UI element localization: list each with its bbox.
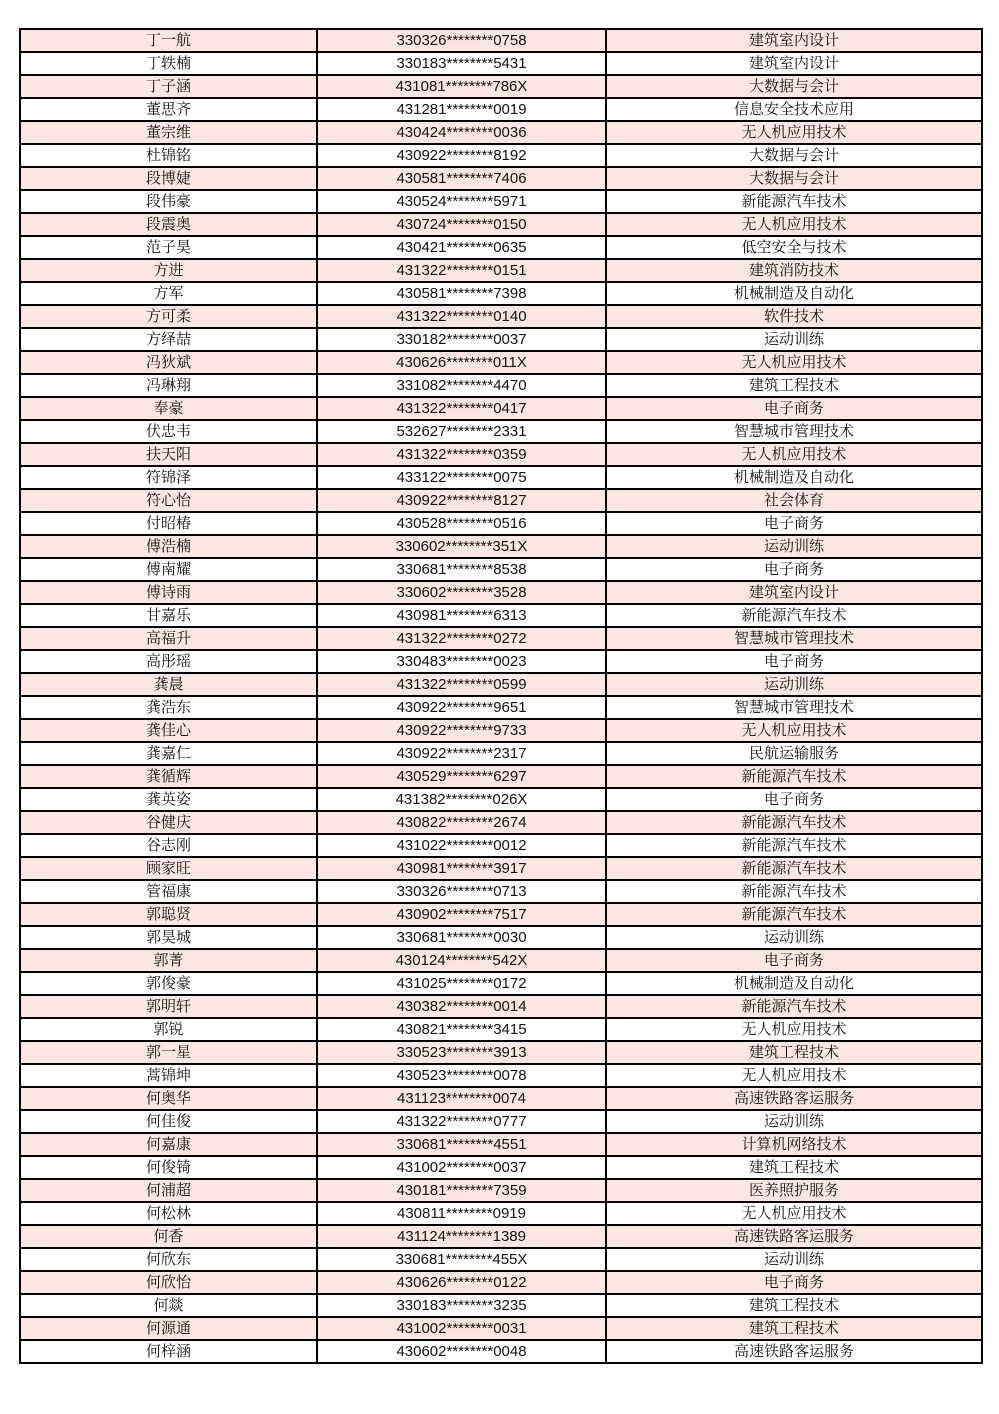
major-cell: 新能源汽车技术	[606, 604, 982, 627]
major-cell: 新能源汽车技术	[606, 857, 982, 880]
table-row	[20, 121, 982, 144]
id-cell: 430981********6313	[317, 604, 606, 627]
name-cell: 龚佳心	[20, 719, 317, 742]
name-cell: 何香	[20, 1225, 317, 1248]
table-row	[20, 374, 982, 397]
major-cell: 电子商务	[606, 512, 982, 535]
major-cell: 建筑工程技术	[606, 1041, 982, 1064]
table-row	[20, 282, 982, 305]
table-row	[20, 742, 982, 765]
table-row	[20, 1179, 982, 1202]
table-row	[20, 857, 982, 880]
name-cell: 方绎喆	[20, 328, 317, 351]
name-cell: 何燚	[20, 1294, 317, 1317]
major-cell: 建筑工程技术	[606, 374, 982, 397]
name-cell: 何浦超	[20, 1179, 317, 1202]
major-cell: 计算机网络技术	[606, 1133, 982, 1156]
major-cell: 社会体育	[606, 489, 982, 512]
id-cell: 431322********0272	[317, 627, 606, 650]
major-cell: 高速铁路客运服务	[606, 1087, 982, 1110]
table-row	[20, 1156, 982, 1179]
table-row	[20, 1087, 982, 1110]
student-list-table	[19, 28, 983, 1364]
id-cell: 431022********0012	[317, 834, 606, 857]
id-cell: 330602********351X	[317, 535, 606, 558]
table-row	[20, 765, 982, 788]
id-cell: 330183********5431	[317, 52, 606, 75]
major-cell: 高速铁路客运服务	[606, 1340, 982, 1363]
id-cell: 431322********0151	[317, 259, 606, 282]
table-row	[20, 1340, 982, 1363]
table-row	[20, 1294, 982, 1317]
id-cell: 330681********4551	[317, 1133, 606, 1156]
major-cell: 民航运输服务	[606, 742, 982, 765]
name-cell: 段震奥	[20, 213, 317, 236]
id-cell: 431382********026X	[317, 788, 606, 811]
table-row	[20, 144, 982, 167]
id-cell: 431025********0172	[317, 972, 606, 995]
id-cell: 430922********8127	[317, 489, 606, 512]
id-cell: 431002********0037	[317, 1156, 606, 1179]
table-row	[20, 903, 982, 926]
name-cell: 甘嘉乐	[20, 604, 317, 627]
id-cell: 430421********0635	[317, 236, 606, 259]
name-cell: 郭一星	[20, 1041, 317, 1064]
major-cell: 建筑室内设计	[606, 29, 982, 52]
table-row	[20, 351, 982, 374]
name-cell: 方进	[20, 259, 317, 282]
id-cell: 430822********2674	[317, 811, 606, 834]
student-table-body	[20, 29, 982, 1363]
id-cell: 430902********7517	[317, 903, 606, 926]
id-cell: 430581********7406	[317, 167, 606, 190]
name-cell: 符锦泽	[20, 466, 317, 489]
table-row	[20, 1317, 982, 1340]
id-cell: 430181********7359	[317, 1179, 606, 1202]
id-cell: 430724********0150	[317, 213, 606, 236]
id-cell: 430581********7398	[317, 282, 606, 305]
table-row	[20, 627, 982, 650]
major-cell: 电子商务	[606, 788, 982, 811]
name-cell: 傅浩楠	[20, 535, 317, 558]
id-cell: 330326********0713	[317, 880, 606, 903]
name-cell: 高福升	[20, 627, 317, 650]
major-cell: 智慧城市管理技术	[606, 696, 982, 719]
id-cell: 330183********3235	[317, 1294, 606, 1317]
major-cell: 建筑消防技术	[606, 259, 982, 282]
major-cell: 无人机应用技术	[606, 121, 982, 144]
table-row	[20, 190, 982, 213]
name-cell: 龚晨	[20, 673, 317, 696]
table-row	[20, 259, 982, 282]
name-cell: 顾家旺	[20, 857, 317, 880]
major-cell: 无人机应用技术	[606, 443, 982, 466]
table-row	[20, 1225, 982, 1248]
table-row	[20, 673, 982, 696]
major-cell: 运动训练	[606, 535, 982, 558]
major-cell: 无人机应用技术	[606, 213, 982, 236]
table-row	[20, 1248, 982, 1271]
major-cell: 新能源汽车技术	[606, 834, 982, 857]
table-row	[20, 1064, 982, 1087]
name-cell: 郭明轩	[20, 995, 317, 1018]
id-cell: 431124********1389	[317, 1225, 606, 1248]
major-cell: 无人机应用技术	[606, 1064, 982, 1087]
name-cell: 董宗维	[20, 121, 317, 144]
id-cell: 430922********9651	[317, 696, 606, 719]
major-cell: 医养照护服务	[606, 1179, 982, 1202]
table-row	[20, 696, 982, 719]
major-cell: 建筑工程技术	[606, 1156, 982, 1179]
name-cell: 伏忠韦	[20, 420, 317, 443]
table-row	[20, 926, 982, 949]
name-cell: 郭聪贤	[20, 903, 317, 926]
major-cell: 电子商务	[606, 650, 982, 673]
major-cell: 新能源汽车技术	[606, 903, 982, 926]
name-cell: 付昭椿	[20, 512, 317, 535]
id-cell: 330483********0023	[317, 650, 606, 673]
id-cell: 430529********6297	[317, 765, 606, 788]
id-cell: 430424********0036	[317, 121, 606, 144]
major-cell: 信息安全技术应用	[606, 98, 982, 121]
major-cell: 无人机应用技术	[606, 351, 982, 374]
id-cell: 330523********3913	[317, 1041, 606, 1064]
id-cell: 331082********4470	[317, 374, 606, 397]
name-cell: 何俊锜	[20, 1156, 317, 1179]
table-row	[20, 213, 982, 236]
name-cell: 郭昊城	[20, 926, 317, 949]
major-cell: 大数据与会计	[606, 167, 982, 190]
id-cell: 430922********8192	[317, 144, 606, 167]
table-row	[20, 535, 982, 558]
table-row	[20, 98, 982, 121]
id-cell: 433122********0075	[317, 466, 606, 489]
name-cell: 符心怡	[20, 489, 317, 512]
name-cell: 杜锦铭	[20, 144, 317, 167]
name-cell: 傅南耀	[20, 558, 317, 581]
id-cell: 430922********2317	[317, 742, 606, 765]
major-cell: 新能源汽车技术	[606, 765, 982, 788]
name-cell: 何源通	[20, 1317, 317, 1340]
name-cell: 何松林	[20, 1202, 317, 1225]
name-cell: 龚循辉	[20, 765, 317, 788]
name-cell: 郭俊豪	[20, 972, 317, 995]
id-cell: 430821********3415	[317, 1018, 606, 1041]
major-cell: 新能源汽车技术	[606, 880, 982, 903]
table-row	[20, 880, 982, 903]
table-row	[20, 489, 982, 512]
major-cell: 新能源汽车技术	[606, 811, 982, 834]
major-cell: 电子商务	[606, 1271, 982, 1294]
table-row	[20, 1271, 982, 1294]
name-cell: 何佳俊	[20, 1110, 317, 1133]
name-cell: 何欣怡	[20, 1271, 317, 1294]
id-cell: 430811********0919	[317, 1202, 606, 1225]
id-cell: 431281********0019	[317, 98, 606, 121]
id-cell: 430981********3917	[317, 857, 606, 880]
major-cell: 高速铁路客运服务	[606, 1225, 982, 1248]
name-cell: 段伟豪	[20, 190, 317, 213]
major-cell: 电子商务	[606, 558, 982, 581]
name-cell: 何欣东	[20, 1248, 317, 1271]
major-cell: 机械制造及自动化	[606, 282, 982, 305]
major-cell: 新能源汽车技术	[606, 190, 982, 213]
name-cell: 何奥华	[20, 1087, 317, 1110]
table-row	[20, 972, 982, 995]
name-cell: 丁子涵	[20, 75, 317, 98]
name-cell: 谷健庆	[20, 811, 317, 834]
major-cell: 软件技术	[606, 305, 982, 328]
name-cell: 郭菁	[20, 949, 317, 972]
id-cell: 330681********8538	[317, 558, 606, 581]
table-row	[20, 558, 982, 581]
major-cell: 大数据与会计	[606, 144, 982, 167]
major-cell: 机械制造及自动化	[606, 972, 982, 995]
id-cell: 431123********0074	[317, 1087, 606, 1110]
id-cell: 430922********9733	[317, 719, 606, 742]
table-row	[20, 834, 982, 857]
major-cell: 电子商务	[606, 949, 982, 972]
major-cell: 机械制造及自动化	[606, 466, 982, 489]
id-cell: 430523********0078	[317, 1064, 606, 1087]
table-row	[20, 1110, 982, 1133]
table-row	[20, 788, 982, 811]
major-cell: 无人机应用技术	[606, 1018, 982, 1041]
id-cell: 330681********0030	[317, 926, 606, 949]
major-cell: 无人机应用技术	[606, 1202, 982, 1225]
table-row	[20, 29, 982, 52]
name-cell: 何嘉康	[20, 1133, 317, 1156]
major-cell: 运动训练	[606, 926, 982, 949]
table-row	[20, 604, 982, 627]
name-cell: 蒿锦坤	[20, 1064, 317, 1087]
major-cell: 建筑室内设计	[606, 52, 982, 75]
table-row	[20, 995, 982, 1018]
major-cell: 无人机应用技术	[606, 719, 982, 742]
table-row	[20, 1018, 982, 1041]
name-cell: 方可柔	[20, 305, 317, 328]
name-cell: 冯狄斌	[20, 351, 317, 374]
table-row	[20, 466, 982, 489]
table-row	[20, 328, 982, 351]
name-cell: 丁一航	[20, 29, 317, 52]
id-cell: 431081********786X	[317, 75, 606, 98]
id-cell: 330681********455X	[317, 1248, 606, 1271]
major-cell: 智慧城市管理技术	[606, 627, 982, 650]
id-cell: 430602********0048	[317, 1340, 606, 1363]
name-cell: 高彤瑶	[20, 650, 317, 673]
table-row	[20, 397, 982, 420]
id-cell: 430626********011X	[317, 351, 606, 374]
name-cell: 管福康	[20, 880, 317, 903]
id-cell: 430124********542X	[317, 949, 606, 972]
major-cell: 电子商务	[606, 397, 982, 420]
name-cell: 何梓涵	[20, 1340, 317, 1363]
table-row	[20, 719, 982, 742]
name-cell: 谷志刚	[20, 834, 317, 857]
table-row	[20, 811, 982, 834]
id-cell: 532627********2331	[317, 420, 606, 443]
id-cell: 430528********0516	[317, 512, 606, 535]
name-cell: 龚浩东	[20, 696, 317, 719]
name-cell: 方军	[20, 282, 317, 305]
major-cell: 低空安全与技术	[606, 236, 982, 259]
table-row	[20, 949, 982, 972]
table-row	[20, 581, 982, 604]
name-cell: 丁轶楠	[20, 52, 317, 75]
table-row	[20, 650, 982, 673]
table-row	[20, 1202, 982, 1225]
table-row	[20, 52, 982, 75]
name-cell: 扶天阳	[20, 443, 317, 466]
major-cell: 运动训练	[606, 1110, 982, 1133]
table-row	[20, 305, 982, 328]
name-cell: 郭锐	[20, 1018, 317, 1041]
table-row	[20, 420, 982, 443]
major-cell: 建筑工程技术	[606, 1294, 982, 1317]
name-cell: 范子昊	[20, 236, 317, 259]
name-cell: 段博婕	[20, 167, 317, 190]
id-cell: 330602********3528	[317, 581, 606, 604]
id-cell: 431322********0417	[317, 397, 606, 420]
name-cell: 奉豪	[20, 397, 317, 420]
table-row	[20, 167, 982, 190]
table-row	[20, 1041, 982, 1064]
major-cell: 运动训练	[606, 1248, 982, 1271]
major-cell: 新能源汽车技术	[606, 995, 982, 1018]
major-cell: 建筑工程技术	[606, 1317, 982, 1340]
name-cell: 龚英姿	[20, 788, 317, 811]
major-cell: 运动训练	[606, 673, 982, 696]
table-row	[20, 1133, 982, 1156]
id-cell: 330182********0037	[317, 328, 606, 351]
name-cell: 傅诗雨	[20, 581, 317, 604]
name-cell: 冯琳翔	[20, 374, 317, 397]
id-cell: 430626********0122	[317, 1271, 606, 1294]
table-row	[20, 75, 982, 98]
id-cell: 431322********0359	[317, 443, 606, 466]
id-cell: 430524********5971	[317, 190, 606, 213]
major-cell: 建筑室内设计	[606, 581, 982, 604]
table-row	[20, 236, 982, 259]
major-cell: 大数据与会计	[606, 75, 982, 98]
id-cell: 431322********0599	[317, 673, 606, 696]
id-cell: 431322********0777	[317, 1110, 606, 1133]
table-row	[20, 512, 982, 535]
id-cell: 431322********0140	[317, 305, 606, 328]
name-cell: 董思齐	[20, 98, 317, 121]
table-row	[20, 443, 982, 466]
major-cell: 智慧城市管理技术	[606, 420, 982, 443]
name-cell: 龚嘉仁	[20, 742, 317, 765]
id-cell: 431002********0031	[317, 1317, 606, 1340]
major-cell: 运动训练	[606, 328, 982, 351]
id-cell: 330326********0758	[317, 29, 606, 52]
id-cell: 430382********0014	[317, 995, 606, 1018]
